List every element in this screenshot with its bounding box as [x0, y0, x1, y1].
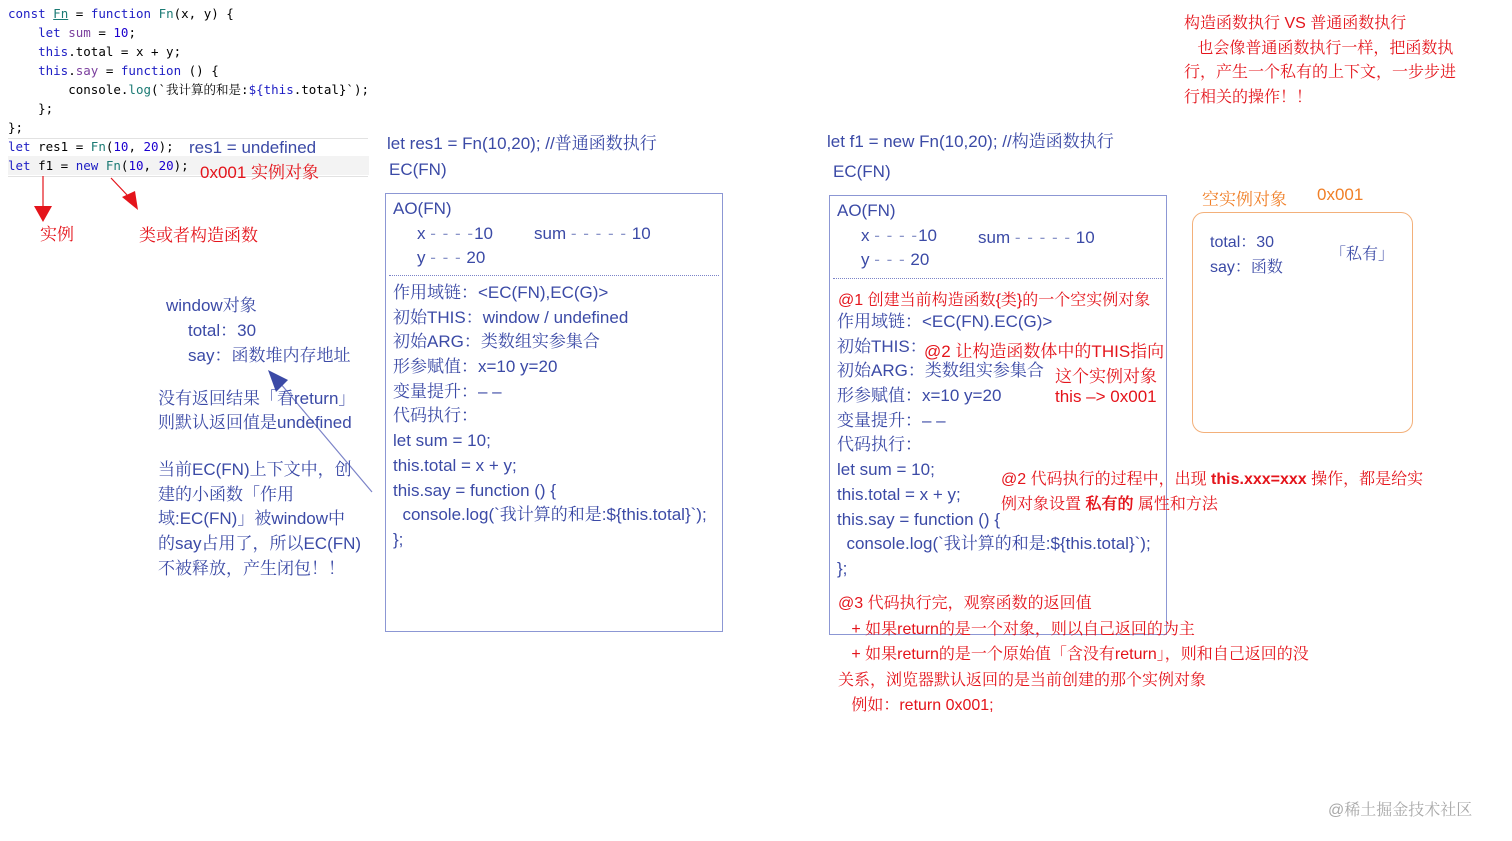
normal-header: let res1 = Fn(10,20); //普通函数执行 [387, 134, 657, 153]
instance-object-address: 0x001 [1317, 185, 1364, 204]
comparison-note [1184, 12, 1456, 111]
f1-value-note: 0x001 实例对象 [200, 163, 320, 182]
construct-step2-pointer: this –> 0x001 [1055, 387, 1157, 406]
normal-ao-x: x - - - -10 [417, 224, 493, 243]
closure-line: 不被释放，产生闭包！！ [158, 558, 345, 578]
note-line: 构造函数执行 VS 普通函数执行 [1184, 15, 1407, 32]
step-line: 初始THIS： [837, 336, 927, 356]
normal-ao-label: AO(FN) [393, 199, 452, 218]
watermark: @稀土掘金技术社区 [1328, 802, 1473, 819]
step-line: }; [393, 529, 404, 549]
no-return-default: 则默认返回值是undefined [158, 413, 352, 432]
construct-step2-exec-line1: @2 代码执行的过程中，出现 this.xxx=xxx 操作，都是给实 [1001, 471, 1424, 488]
step-line: this.say = function () { [837, 509, 1000, 529]
code-line: this.say = function () { [38, 63, 219, 78]
code-line: let res1 = Fn(10, 20); [8, 139, 174, 154]
closure-line: 的say占用了，所以EC(FN) [158, 534, 362, 554]
code-line: }; [8, 120, 24, 135]
step3-line: 例如：return 0x001; [838, 697, 994, 714]
step-line: 形参赋值：x=10 y=20 [393, 357, 558, 377]
step-line: this.total = x + y; [837, 484, 961, 504]
step-line: this.say = function () { [393, 480, 556, 500]
normal-ao-divider [389, 275, 719, 276]
construct-ao-sum: sum - - - - - 10 [978, 228, 1095, 247]
step-line: console.log(`我计算的和是:${this.total}`); [393, 505, 707, 525]
construct-ao-label: AO(FN) [837, 201, 896, 220]
construct-ec-label: EC(FN) [833, 162, 891, 181]
step-line: }; [837, 558, 848, 578]
instance-total: total：30 [1210, 234, 1275, 251]
res1-value-note: res1 = undefined [189, 138, 317, 157]
code-line: let sum = 10; [38, 25, 136, 40]
step-line: 初始ARG：类数组实参集合 [837, 361, 1044, 381]
construct-step2-exec-line2: 例对象设置 私有的 属性和方法 [1001, 496, 1218, 513]
normal-ec-label: EC(FN) [389, 160, 447, 179]
normal-steps [393, 281, 707, 553]
code-line: let f1 = new Fn(10, 20); [8, 156, 369, 175]
no-return-note: 没有返回结果「看return」 [158, 389, 356, 408]
code-line: console.log(`我计算的和是:${this.total}`); [8, 82, 369, 97]
construct-ao-x: x - - - -10 [861, 226, 937, 245]
constructor-label: 类或者构造函数 [139, 226, 258, 245]
instance-private-label: 「私有」 [1330, 246, 1395, 263]
step-line: 作用域链：<EC(FN).EC(G)> [837, 312, 1053, 331]
step-line: 变量提升：– – [837, 410, 946, 430]
step-line: 代码执行： [837, 435, 922, 455]
step-line: 形参赋值：x=10 y=20 [837, 386, 1002, 406]
step-line: let sum = 10; [837, 460, 935, 480]
arrow-constructor-line [111, 178, 128, 196]
step3-line: 关系，浏览器默认返回的是当前创建的那个实例对象 [838, 671, 1207, 689]
code-line: }; [8, 101, 54, 116]
step3-line: @3 代码执行完，观察函数的返回值 [838, 595, 1092, 612]
step3-line: + 如果return的是一个对象，则以自己返回的为主 [838, 620, 1195, 638]
construct-step2-instance: 这个实例对象 [1055, 367, 1157, 386]
normal-ao-y: y - - - 20 [417, 248, 486, 267]
step-line: 初始ARG：类数组实参集合 [393, 332, 600, 352]
step3-line: + 如果return的是一个原始值「含没有return」，则和自己返回的没 [838, 646, 1309, 663]
window-say: say：函数堆内存地址 [188, 346, 351, 365]
construct-header: let f1 = new Fn(10,20); //构造函数执行 [827, 132, 1114, 151]
step-line: this.total = x + y; [393, 455, 517, 475]
window-total: total：30 [188, 321, 257, 340]
construct-ao-divider [833, 278, 1163, 279]
instance-say: say：函数 [1210, 259, 1283, 276]
closure-note [158, 458, 361, 582]
arrow-constructor-head [122, 191, 138, 210]
note-line: 行，产生一个私有的上下文，一步步进 [1184, 64, 1457, 82]
construct-ao-y: y - - - 20 [861, 250, 930, 269]
note-line: 也会像普通函数执行一样，把函数执 [1184, 39, 1454, 57]
construct-step3 [838, 591, 1309, 719]
step-line: let sum = 10; [393, 431, 491, 451]
note-line: 行相关的操作！！ [1184, 89, 1313, 107]
step-line: 作用域链：<EC(FN),EC(G)> [393, 283, 609, 302]
step-line: 变量提升：– – [393, 381, 502, 401]
construct-step1: @1 创建当前构造函数{类}的一个空实例对象 [838, 292, 1151, 309]
normal-ao-sum: sum - - - - - 10 [534, 224, 651, 243]
construct-step2-this: @2 让构造函数体中的THIS指向 [924, 342, 1165, 361]
window-title: window对象 [166, 296, 257, 315]
code-line: const Fn = function Fn(x, y) { [8, 6, 234, 21]
code-line: this.total = x + y; [38, 44, 182, 59]
instance-label: 实例 [40, 225, 74, 244]
closure-line: 当前EC(FN)上下文中，创 [158, 460, 352, 479]
step-line: console.log(`我计算的和是:${this.total}`); [837, 534, 1151, 554]
step-line: 代码执行： [393, 406, 478, 426]
closure-line: 域:EC(FN)」被window中 [158, 509, 346, 529]
step-line: 初始THIS：window / undefined [393, 307, 629, 327]
closure-line: 建的小函数「作用 [158, 484, 294, 504]
instance-object-title: 空实例对象 [1202, 190, 1287, 209]
